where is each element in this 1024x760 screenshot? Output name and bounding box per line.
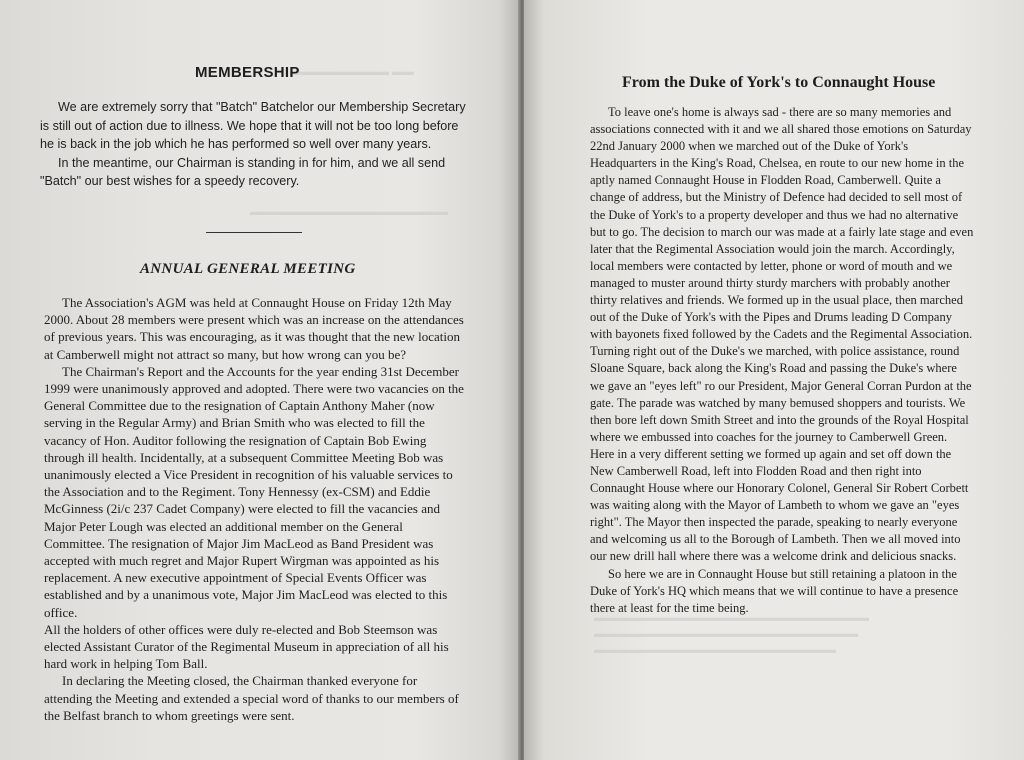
- article-heading: From the Duke of York's to Connaught House: [622, 74, 936, 91]
- agm-paragraph: All the holders of other offices were duly re-elected and Bob Steemson was elected Assistant Curator of the Regimental Museum in appreciation of all his hard work in helping Tom Ball.: [44, 621, 449, 672]
- membership-paragraph: In the meantime, our Chairman is standing in for him, and we all send "Batch" our best wishes for a speedy recovery.: [40, 155, 446, 188]
- article-paragraph: To leave one's home is always sad - there are so many memories and associations connected with it and we all shared those emotions on Saturday 22nd January 2000 when we marched out of the Duke of York's Headquarters in the King's Road, Chelsea, en route to our new home in the aptly named Connaught House in Flodden Road, Camberwell. Quite a change of address, but the Ministry of Defence had decided to sell most of the Duke of York's to a property developer and thus we had no alternative but to go. The decision to march our was made at a fairly late stage and even later that the Regimental Association would join the march. Accordingly, local members were contacted by letter, phone or word of mouth and we managed to muster around thirty sturdy marchers with probably another thirty relatives and friends. We formed up in the usual place, then marched out of the Duke of York's with the Pipes and Drums leading D Company with bayonets fixed followed by the Cadets and the Regimental Association. Turning right out of the Duke's we marched, with police assistance, round Sloane Square, back along the King's Road and passing the Duke's where we gave an "eyes left" ro our President, Major General Corran Purdon at the gate. The parade was watched by many bemused shoppers and tourists. We then bore left down Smith Street and into the grounds of the Royal Hospital where we embussed into coaches for the journey to Camberwell Green. Here in a very different setting we formed up again and set off down the New Camberwell Road, left into Flodden Road and then right into Connaught House where our Honorary Colonel, General Sir Robert Corbett was waiting along with the Mayor of Lambeth to whom we gave an "eyes right". The Mayor then inspected the parade, speaking to nearly everyone and welcoming us all to the Borough of Lambeth. Then we all moved into our new drill hall where there was a welcome drink and delicious snacks.: [590, 105, 974, 564]
- agm-paragraph: In declaring the Meeting closed, the Chairman thanked everyone for attending the Meeting and extended a special word of thanks to our members of the Belfast branch to whom greetings were sent.: [44, 673, 459, 723]
- agm-paragraph: The Association's AGM was held at Connaught House on Friday 12th May 2000. About 28 members were present which was an increase on the attendances of previous years. This was encouraging, as it was thought that the new location at Camberwell might not attract so many, but how wrong can you be?: [44, 295, 464, 362]
- article-paragraph: So here we are in Connaught House but still retaining a platoon in the Duke of York's HQ which means that we will continue to have a presence there at least for the time being.: [590, 566, 959, 615]
- agm-paragraph: The Chairman's Report and the Accounts for the year ending 31st December 1999 were unanimously approved and adopted. There were two vacancies on the General Committee due to the resignation of Captain Anthony Maher (now serving in the Regular Army) and Brian Smith who was elected to fill the vacancy of Hon. Auditor following the resignation of Captain Bob Ewing through ill health. Incidentally, at a subsequent Committee Meeting Bob was unanimously elected a Vice President in recognition of his valuable services to the Association and to the Regiment. Tony Hennessy (ex-CSM) and Eddie McGinness (2i/c 237 Cadet Company) were elected to fill the vacancies and Major Peter Lough was elected an additional member on the General Committee. The resignation of Major Jim MacLeod as Band President was accepted with much regret and Major Rupert Wirgman was appointed as his replacement. A new executive appointment of Special Events Officer was established and by a unanimous vote, Major Jim MacLeod was elected to this office.: [44, 363, 464, 620]
- show-through-text: ▬▬▬▬▬▬▬▬▬▬▬▬▬▬▬▬▬▬▬▬▬▬: [594, 644, 836, 656]
- article-body: [590, 104, 974, 617]
- right-page: [524, 0, 1024, 760]
- membership-body: [40, 98, 470, 191]
- show-through-text: ▬▬▬▬▬▬▬▬▬▬▬▬▬▬▬▬▬▬: [250, 206, 448, 218]
- membership-heading: MEMBERSHIP: [195, 64, 300, 81]
- membership-paragraph: We are extremely sorry that "Batch" Batchelor our Membership Secretary is still out of action due to illness. We hope that it will not be too long before he is back in the job which he has performed so well over many years.: [40, 100, 466, 151]
- show-through-text: ▬▬▬▬▬▬▬▬▬▬▬▬▬▬▬▬▬▬▬▬▬▬▬▬▬: [594, 612, 869, 624]
- agm-body: [44, 294, 464, 724]
- section-divider: [206, 232, 302, 233]
- show-through-text: ▬▬▬▬▬▬▬▬▬▬▬▬▬▬▬▬▬▬▬▬▬▬▬▬: [594, 628, 858, 640]
- show-through-text: ▬▬▬▬▬▬▬▬▬ ▬▬: [290, 66, 414, 78]
- agm-heading: ANNUAL GENERAL MEETING: [140, 261, 356, 277]
